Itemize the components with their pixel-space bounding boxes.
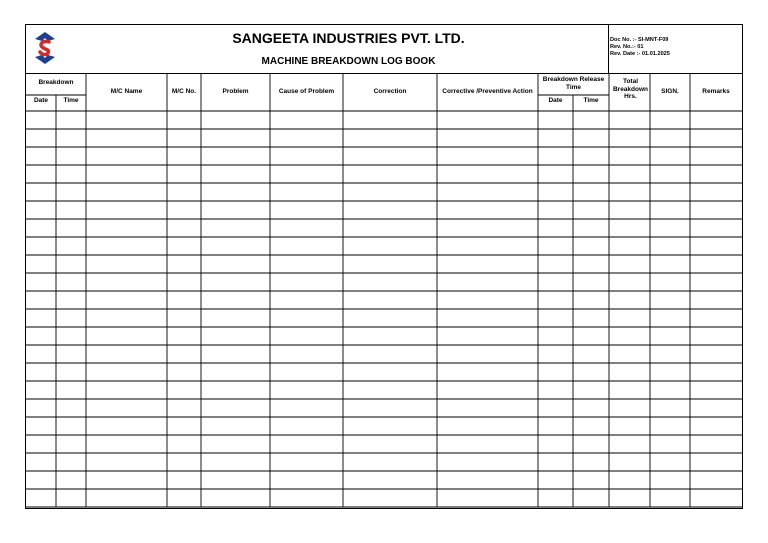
revision-number: Rev. No.:- 01: [610, 43, 644, 50]
document-control-info: [608, 25, 742, 73]
table-row[interactable]: [26, 183, 742, 201]
table-row[interactable]: [26, 471, 742, 489]
col-header-problem: Problem: [222, 88, 249, 95]
logo-cell: [26, 25, 65, 73]
col-header-mc-name: M/C Name: [110, 88, 143, 95]
table-row[interactable]: [26, 453, 742, 471]
table-row[interactable]: [26, 309, 742, 327]
table-row[interactable]: [26, 111, 742, 129]
table-row[interactable]: [26, 363, 742, 381]
table-row[interactable]: [26, 129, 742, 147]
col-header-mc-no: M/C No.: [171, 88, 197, 95]
breakdown-log-table: [26, 73, 742, 509]
col-header-cause: Cause of Problem: [278, 88, 335, 95]
table-row[interactable]: [26, 273, 742, 291]
col-header-time: Time: [63, 97, 79, 104]
table-grid-lines: [26, 73, 742, 509]
table-row[interactable]: [26, 417, 742, 435]
document-header: [26, 25, 742, 74]
table-row[interactable]: [26, 219, 742, 237]
col-header-sign: SIGN.: [661, 88, 679, 95]
table-row[interactable]: [26, 345, 742, 363]
si-logo-icon: [33, 30, 57, 66]
table-row[interactable]: [26, 489, 742, 507]
col-header-correction: Correction: [373, 88, 407, 95]
doc-number: Doc No. :- SI-MNT-F09: [610, 37, 669, 43]
col-header-capa: Corrective /Preventive Action: [442, 88, 533, 95]
table-row[interactable]: [26, 237, 742, 255]
col-header-release-time: Time: [583, 97, 599, 104]
table-row[interactable]: [26, 165, 742, 183]
table-row[interactable]: [26, 399, 742, 417]
col-header-date: Date: [33, 97, 49, 104]
col-header-total-hrs: Total Breakdown Hrs.: [612, 78, 649, 100]
col-header-remarks: Remarks: [702, 88, 730, 95]
col-header-release-date: Date: [548, 97, 563, 104]
document-title: MACHINE BREAKDOWN LOG BOOK: [261, 56, 436, 67]
company-name: SANGEETA INDUSTRIES PVT. LTD.: [232, 30, 465, 46]
table-row[interactable]: [26, 291, 742, 309]
table-row[interactable]: [26, 201, 742, 219]
breakdown-group-header: Breakdown: [38, 79, 74, 86]
table-row[interactable]: [26, 327, 742, 345]
revision-date: Rev. Date :- 01.01.2025: [610, 50, 670, 57]
table-row[interactable]: [26, 255, 742, 273]
table-row[interactable]: [26, 435, 742, 453]
release-group-header: Breakdown Release Time: [542, 76, 605, 91]
table-row[interactable]: [26, 147, 742, 165]
log-sheet: [25, 24, 743, 509]
table-row[interactable]: [26, 381, 742, 399]
